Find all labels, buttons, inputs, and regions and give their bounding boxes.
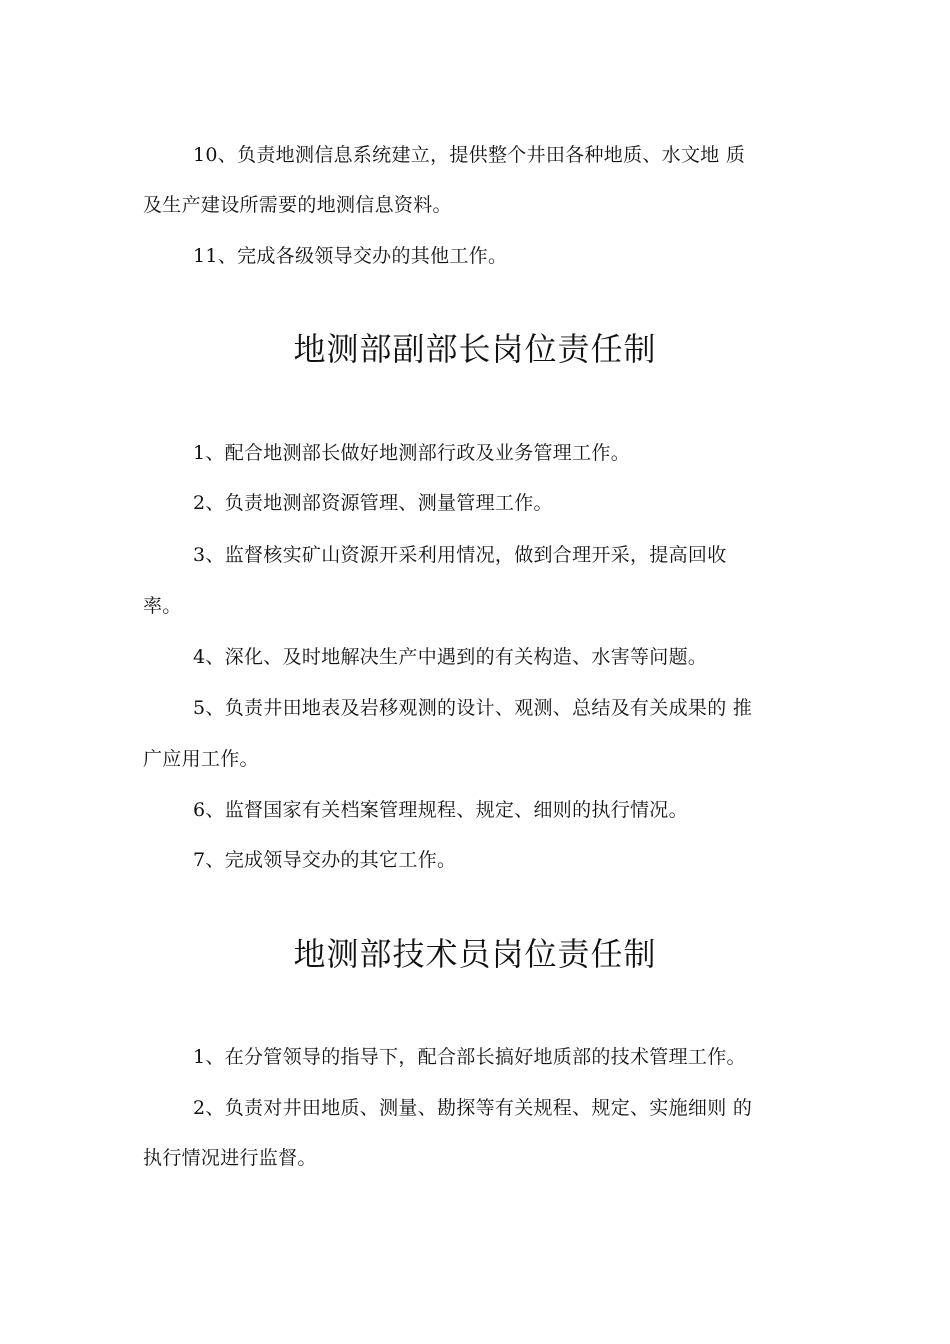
deputy-item-4: 4、深化、及时地解决生产中遇到的有关构造、水害等问题。 [193,646,708,668]
paragraph-10-line-2: 及生产建设所需要的地测信息资料。 [143,194,452,216]
tech-item-2-line-1: 2、负责对井田地质、测量、勘探等有关规程、规定、实施细则 的 [193,1097,753,1119]
deputy-item-6: 6、监督国家有关档案管理规程、规定、细则的执行情况。 [193,799,688,821]
tech-item-2-line-2: 执行情况进行监督。 [143,1147,317,1169]
paragraph-10-line-1: 10、负责地测信息系统建立，提供整个井田各种地质、水文地 质 [193,144,746,166]
deputy-item-1: 1、配合地测部长做好地测部行政及业务管理工作。 [193,442,630,464]
deputy-item-3-line-1: 3、监督核实矿山资源开采利用情况，做到合理开采，提高回收 [193,544,727,566]
deputy-item-7: 7、完成领导交办的其它工作。 [193,849,457,871]
tech-item-1: 1、在分管领导的指导下，配合部长搞好地质部的技术管理工作。 [193,1046,746,1068]
deputy-item-2: 2、负责地测部资源管理、测量管理工作。 [193,492,553,514]
heading-technician-responsibility: 地测部技术员岗位责任制 [293,935,657,973]
deputy-item-5-line-1: 5、负责井田地表及岩移观测的设计、观测、总结及有关成果的 推 [193,697,753,719]
paragraph-11: 11、完成各级领导交办的其他工作。 [193,245,508,267]
deputy-item-3-line-2: 率。 [143,595,182,617]
deputy-item-5-line-2: 广应用工作。 [143,748,259,770]
heading-deputy-director-responsibility: 地测部副部长岗位责任制 [293,330,657,368]
